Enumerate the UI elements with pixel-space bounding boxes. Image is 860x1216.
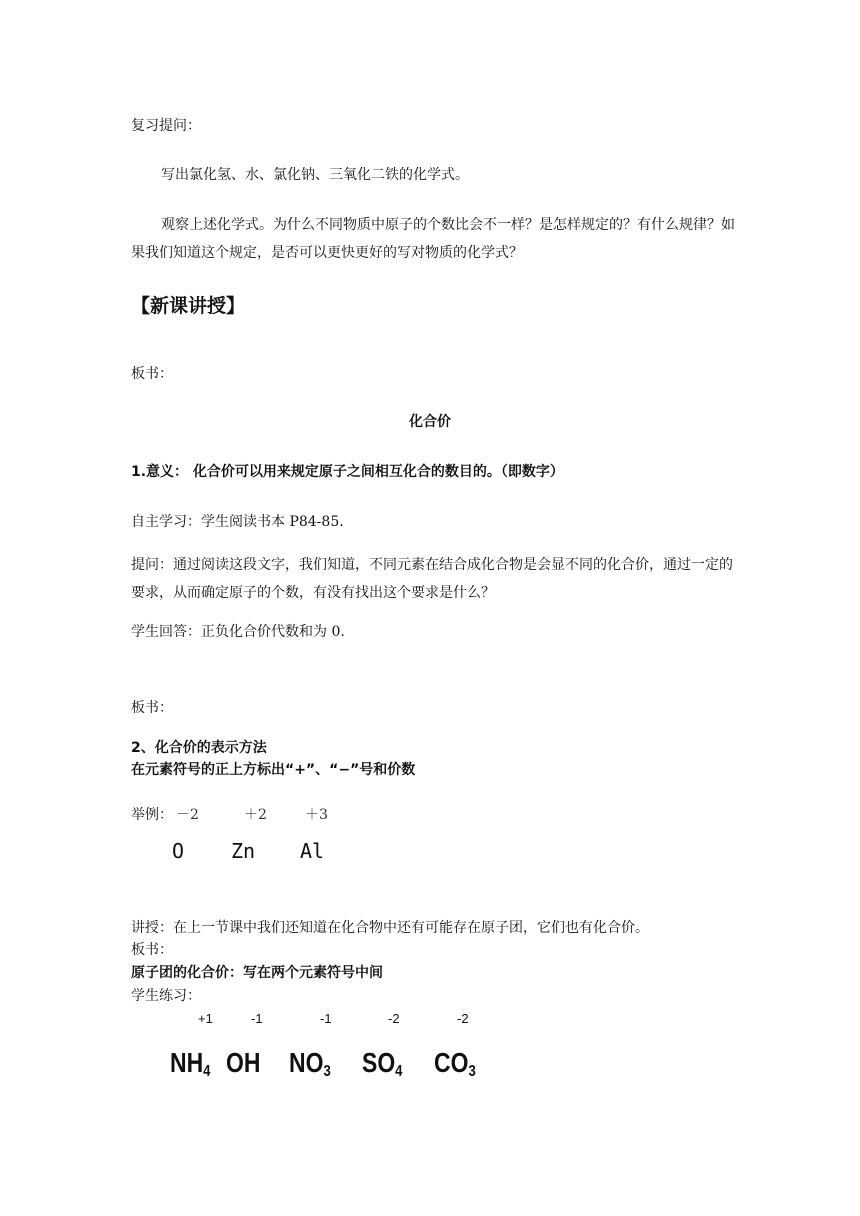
ion-formula-no3: $NO_3$ xyxy=(289,1047,331,1080)
ion-formula-co3: $CO_3$ xyxy=(434,1047,476,1080)
topic-title: 化合价 xyxy=(409,414,451,430)
ion-formula-oh: OH xyxy=(226,1047,261,1078)
review-label: 复习提问： xyxy=(131,118,201,134)
group-valence: -2 xyxy=(388,1011,400,1026)
self-study-text: 自主学习：学生阅读书本 P84-85. xyxy=(131,514,344,530)
answer-text: 学生回答：正负化合价代数和为 0. xyxy=(131,624,345,640)
meaning-text: 1.意义： 化合价可以用来规定原子之间相互化合的数目的。（即数字） xyxy=(131,464,564,480)
group-valence: -1 xyxy=(251,1011,263,1026)
group-rule-text: 原子团的化合价：写在两个元素符号中间 xyxy=(131,965,383,981)
group-valence: -1 xyxy=(320,1011,332,1026)
element-symbol: O xyxy=(172,839,185,863)
board-label-3: 板书： xyxy=(131,942,173,958)
ion-formula-nh4: $NH_4$ xyxy=(170,1047,211,1080)
group-valence: +1 xyxy=(198,1011,213,1026)
valence-label: －2 xyxy=(176,807,199,823)
element-symbol: Al xyxy=(300,839,325,863)
valence-label: ＋3 xyxy=(305,807,328,823)
method-description: 在元素符号的正上方标出“+”、“−”号和价数 xyxy=(131,762,416,778)
ion-formula-so4: $SO_4$ xyxy=(362,1047,403,1080)
method-title: 2、化合价的表示方法 xyxy=(131,740,267,756)
practice-label: 学生练习： xyxy=(131,988,201,1004)
review-question-2: 观察上述化学式。为什么不同物质中原子的个数比会不一样？是怎样规定的？有什么规律？如果我们知道这个规定，是否可以更快更好的写对物质的化学式？ xyxy=(131,217,735,261)
valence-label: ＋2 xyxy=(244,807,267,823)
review-question-1: 写出氯化氢、水、氯化钠、三氧化二铁的化学式。 xyxy=(161,167,469,183)
lecture-text: 讲授：在上一节课中我们还知道在化合物中还有可能存在原子团，它们也有化合价。 xyxy=(131,920,649,936)
question-text: 提问：通过阅读这段文字，我们知道，不同元素在结合成化合物是会显不同的化合价，通过一定的要求，从而确定原子的个数，有没有找出这个要求是什么？ xyxy=(131,557,733,601)
section-heading-new-lesson: 【新课讲授】 xyxy=(131,295,246,317)
element-symbol: Zn xyxy=(231,839,256,863)
board-label-2: 板书： xyxy=(131,700,173,716)
board-label-1: 板书： xyxy=(131,366,173,382)
group-valence: -2 xyxy=(457,1011,469,1026)
example-label: 举例： xyxy=(131,807,173,823)
